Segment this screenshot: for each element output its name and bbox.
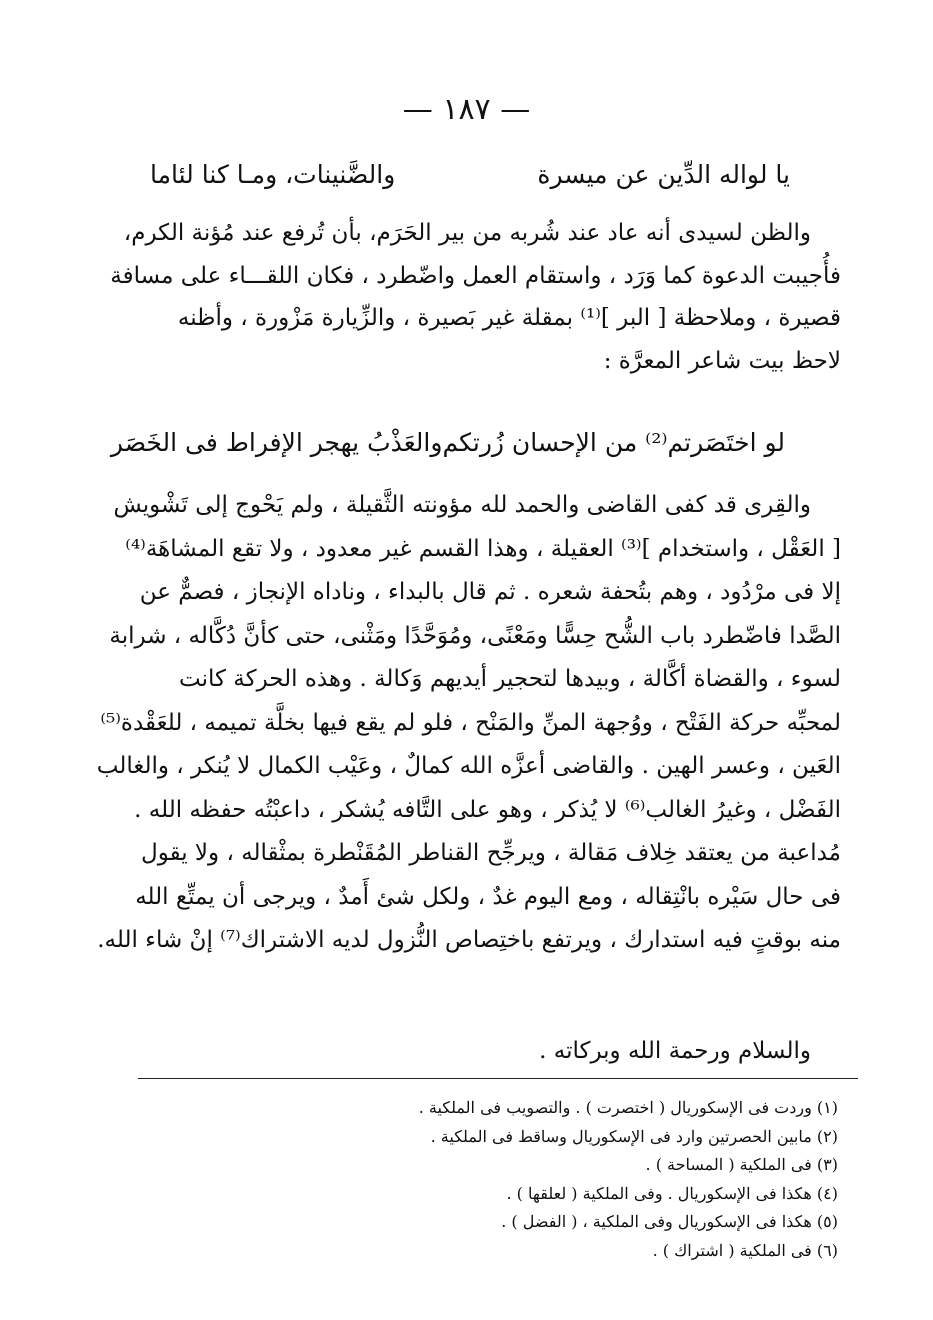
footnote: (٥) هكذا فى الإسكوريال وفى الملكية ، ( الفضل ) . xyxy=(501,1212,838,1231)
verse-1 xyxy=(150,160,790,189)
verse-2 xyxy=(110,428,785,457)
paragraph-line: إلا فى مرْدُود ، وهم بتُحفة شعره . ثم قال بالبداء ، وناداه الإنجاز ، فصمٌّ عن xyxy=(139,579,841,605)
verse-2-hemistich-right: لو اختَصَرتم⁽²⁾ من الإحسان زُرتكم xyxy=(442,428,785,457)
footnote: (٤) هكذا فى الإسكوريال . وفى الملكية ( لعلقها ) . xyxy=(506,1183,838,1203)
paragraph-line: منه بوقتٍ فيه استدارك ، ويرتفع باختِصاص النُّزول لديه الاشتراك⁽⁷⁾ إنْ شاء الله. xyxy=(97,927,841,953)
footnote-divider xyxy=(138,1078,858,1079)
page-number: — ١٨٧ — xyxy=(402,92,531,127)
paragraph-line: لمحبِّه حركة الفَتْح ، ووُجهة المنِّ والمَنْح ، فلو لم يقع فيها بخلَّة تميمه ، للعَقْدة⁽⁵⁾ xyxy=(100,709,841,736)
footnote: (٦) فى الملكية ( اشتراك ) . xyxy=(652,1240,838,1260)
paragraph-line: العَين ، وعسر الهين . والقاضى أعزَّه الله كمالٌ ، وعَيْب الكمال لا يُنكر ، والغالب xyxy=(96,753,841,779)
paragraph-line: قصيرة ، وملاحظة [ البر ]⁽¹⁾ بمقلة غير بَصيرة ، والزِّيارة مَزْورة ، وأظنه xyxy=(177,305,841,331)
paragraph-line: [ العَقْل ، واستخدام ]⁽³⁾ العقيلة ، وهذا القسم غير معدود ، ولا تقع المشاهَة⁽⁴⁾ xyxy=(125,535,841,562)
paragraph-line: الصَّدا فاضّطرد باب الشُّح حِسًّا ومَعْنًى، ومُوَحَّدًا ومَثْنى، حتى كأنَّ دُكَّاله ، شرابة xyxy=(109,622,841,649)
paragraph-line: والقِرى قد كفى القاضى والحمد لله مؤونته الثَّقيلة ، ولم يَحْوج إلى تَشْويش xyxy=(113,492,811,518)
footnote: (٢) مابين الحصرتين وارد فى الإسكوريال وساقط فى الملكية . xyxy=(430,1126,838,1146)
paragraph-line: والظن لسيدى أنه عاد عند شُربه من بير الحَرَم، بأن تُرفع عند مُؤنة الكرم، xyxy=(123,220,811,246)
paragraph-2 xyxy=(96,484,841,963)
paragraph-line: مُداعبة من يعتقد خِلاف مَقالة ، ويرجِّح القناطر المُقَنْطرة بمثْقاله ، ولا يقول xyxy=(140,840,841,866)
paragraph-line: لسوء ، والقضاة أكَّالة ، وبيدها لتحجير أيديهم وَكالة . وهذه الحركة كانت xyxy=(179,666,841,692)
verse-1-hemistich-right: يا لواله الدِّين عن ميسرة xyxy=(537,160,790,189)
verse-1-hemistich-left: والضَّنينات، ومـا كنا لئاما xyxy=(150,160,396,189)
paragraph-line: لاحظ بيت شاعر المعرَّة : xyxy=(603,347,841,374)
paragraph-line: فى حال سَيْره بانْتِقاله ، ومع اليوم غدٌ ، ولكل شئ أَمدٌ ، ويرجى أن يمتِّع الله xyxy=(135,883,841,910)
paragraph-line: الفَضْل ، وغيرُ الغالب⁽⁶⁾ لا يُذكر ، وهو على التَّافه يُشكر ، داعبْتُه حفظه الله . xyxy=(134,796,841,823)
verse-2-hemistich-left: والعَذْبُ يهجر الإفراط فى الخَصَر xyxy=(110,428,443,457)
footnote: (١) وردت فى الإسكوريال ( اختصرت ) . والتصويب فى الملكية . xyxy=(418,1098,838,1117)
footnotes xyxy=(138,1094,838,1265)
footnote: (٣) فى الملكية ( المساحة ) . xyxy=(645,1155,838,1174)
paragraph-line: فأُجيبت الدعوة كما وَرَد ، واستقام العمل واضّطرد ، فكان اللقـــاء على مسافة xyxy=(110,262,841,289)
closing-line: والسلام ورحمة الله وبركاته . xyxy=(539,1038,811,1064)
paragraph-3 xyxy=(126,1030,841,1073)
paragraph-1 xyxy=(110,212,841,382)
